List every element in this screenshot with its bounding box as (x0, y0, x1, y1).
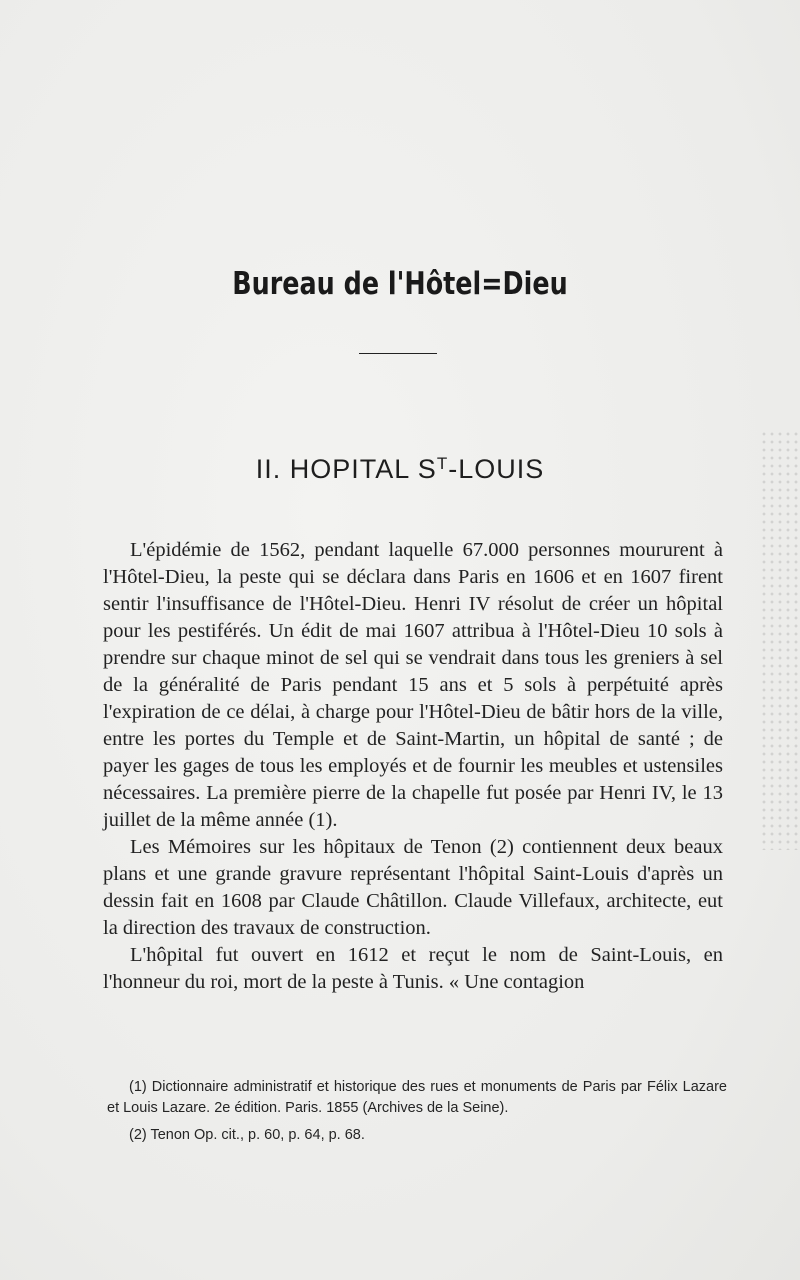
footnote: (1) Dictionnaire administratif et historique des rues et monuments de Paris par Félix Lazare et Louis Lazare. 2e édition. Paris. 1855 (Archives de la Seine). (107, 1079, 727, 1116)
body-text (103, 537, 723, 996)
section-heading (0, 454, 800, 485)
footnote: (2) Tenon Op. cit., p. 60, p. 64, p. 68. (129, 1127, 365, 1143)
paragraph: L'hôpital fut ouvert en 1612 et reçut le nom de Saint-Louis, en l'honneur du roi, mort de la peste à Tunis. « Une contagion (103, 944, 723, 993)
title-divider (359, 353, 437, 354)
section-heading-suffix: -LOUIS (448, 454, 545, 484)
footnotes (107, 1077, 727, 1152)
paragraph: Les Mémoires sur les hôpitaux de Tenon (2) contiennent deux beaux plans et une grande gravure représentant l'hôpital Saint-Louis d'après un dessin fait en 1608 par Claude Châtillon. Claude Villefaux, architecte, eut la direction des travaux de construction. (103, 836, 723, 939)
paragraph: L'épidémie de 1562, pendant laquelle 67.000 personnes moururent à l'Hôtel-Dieu, la peste qui se déclara dans Paris en 1606 et en 1607 firent sentir l'insuffisance de l'Hôtel-Dieu. Henri IV résolut de créer un hôpital pour les pestiférés. Un édit de mai 1607 attribua à l'Hôtel-Dieu 10 sols à prendre sur chaque minot de sel qui se vendrait dans tous les greniers à sel de la généralité de Paris pendant 15 ans et 5 sols à perpétuité après l'expiration de ce délai, à charge pour l'Hôtel-Dieu de bâtir hors de la ville, entre les portes du Temple et de Saint-Martin, un hôpital de santé ; de payer les gages de tous les employés et de fournir les meubles et ustensiles nécessaires. La première pierre de la chapelle fut posée par Henri IV, le 13 juillet de la même année (1). (103, 539, 723, 831)
margin-bleed-through-texture (760, 430, 800, 850)
section-heading-superscript: T (436, 454, 449, 473)
section-heading-prefix: II. HOPITAL S (255, 454, 437, 484)
page-title: Bureau de l'Hôtel=Dieu (232, 266, 568, 302)
